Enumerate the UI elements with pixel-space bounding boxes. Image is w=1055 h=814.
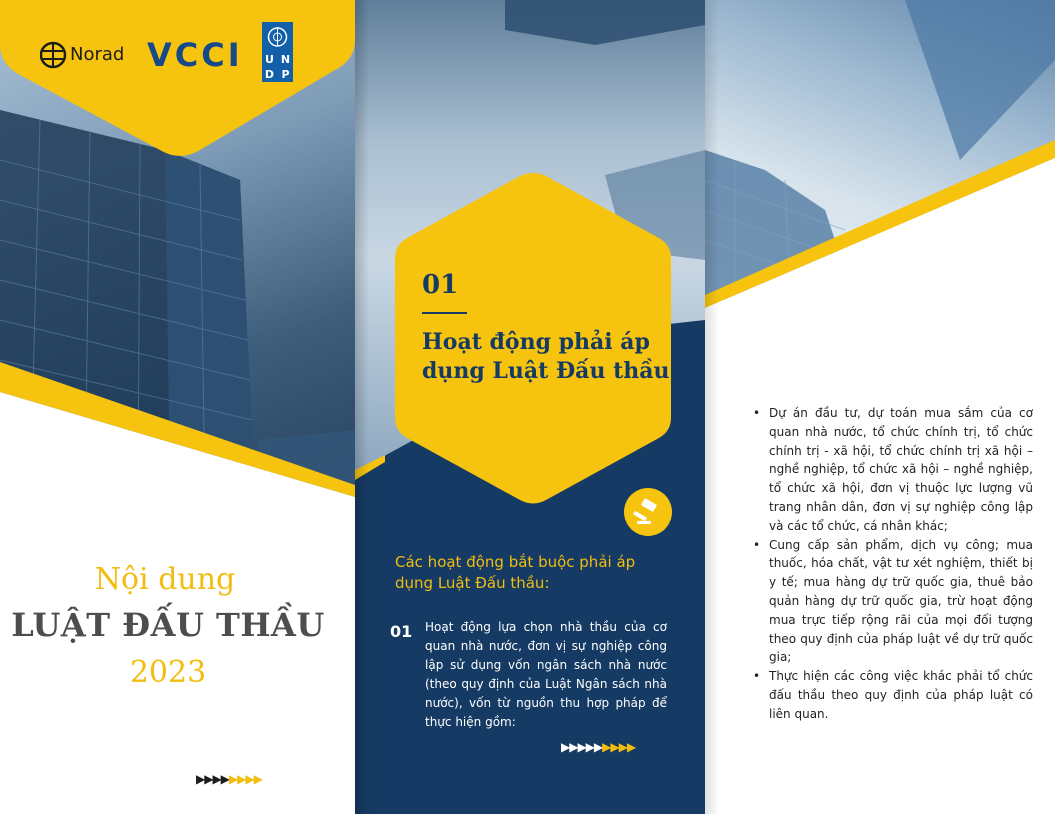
section-number: 01: [422, 270, 459, 300]
vcci-logo: VCCI: [147, 36, 243, 74]
right-panel: [705, 0, 1055, 814]
arrow-chevrons-icon: ▶▶▶▶▶▶▶▶▶: [561, 740, 636, 754]
requirements-list: [757, 404, 1033, 724]
undp-letter: P: [281, 68, 290, 81]
undp-logo: [262, 22, 293, 82]
un-emblem-icon: [262, 22, 293, 52]
building-illustration: [0, 0, 355, 814]
section-divider: [422, 312, 467, 314]
gavel-icon: [633, 497, 663, 527]
middle-panel: [355, 0, 705, 814]
cover-title-year: 2023: [129, 655, 207, 690]
cover-title-line2: LUẬT ĐẤU THẦU: [11, 606, 325, 644]
list-item: • Dự án đầu tư, dự toán mua sắm của cơ quan nhà nước, tổ chức chính trị, tổ chức chính trị - xã hội, tổ chức chính trị xã hội – nghề nghiệp, tổ chức xã hội – nghề nghiệp, tổ chức xã hội, đơn vị thuộc lực lượng vũ trang nhân dân, đơn vị sự nghiệp công lập và các tổ chức, cá nhân khác;: [757, 404, 1033, 536]
cover-panel: [0, 0, 355, 814]
section-title-line1: Hoạt động phải áp: [422, 329, 650, 355]
arrow-chevrons-icon: ▶▶▶▶▶▶▶▶: [196, 772, 262, 786]
item-text: Hoạt động lựa chọn nhà thầu của cơ quan nhà nước, đơn vị sự nghiệp công lập sử dụng vốn ngân sách nhà nước (theo quy định của Luật Ngân sách nhà nước), vốn từ nguồn thu hợp pháp để thực hiện gồm:: [425, 620, 667, 729]
undp-letter: U: [265, 53, 274, 66]
norad-logo-icon: [40, 38, 70, 72]
list-item: • Cung cấp sản phẩm, dịch vụ công; mua thuốc, hóa chất, vật tư xét nghiệm, thiết bị y tế; mua hàng dự trữ quốc gia, thuê bảo quản hàng dự trữ quốc gia, trừ hoạt động mua trực tiếp rộng rãi của mọi đối tượng theo quy định của pháp luật về dự trữ quốc gia;: [757, 536, 1033, 668]
section-title-line2: dụng Luật Đấu thầu: [422, 358, 670, 384]
undp-letter: N: [280, 53, 291, 66]
cover-title-line1: Nội dung: [94, 562, 236, 597]
fold-shadow: [705, 0, 719, 814]
mandatory-activities-heading: Các hoạt động bắt buộc phải áp dụng Luật Đấu thầu:: [395, 553, 636, 592]
undp-letter: D: [264, 68, 275, 81]
section-title: [422, 328, 682, 386]
norad-logo-text: Norad: [70, 44, 125, 65]
item-number: 01: [390, 622, 413, 641]
fold-shadow: [355, 0, 369, 814]
list-item: • Thực hiện các công việc khác phải tổ chức đấu thầu theo quy định của pháp luật có liên quan.: [757, 667, 1033, 723]
